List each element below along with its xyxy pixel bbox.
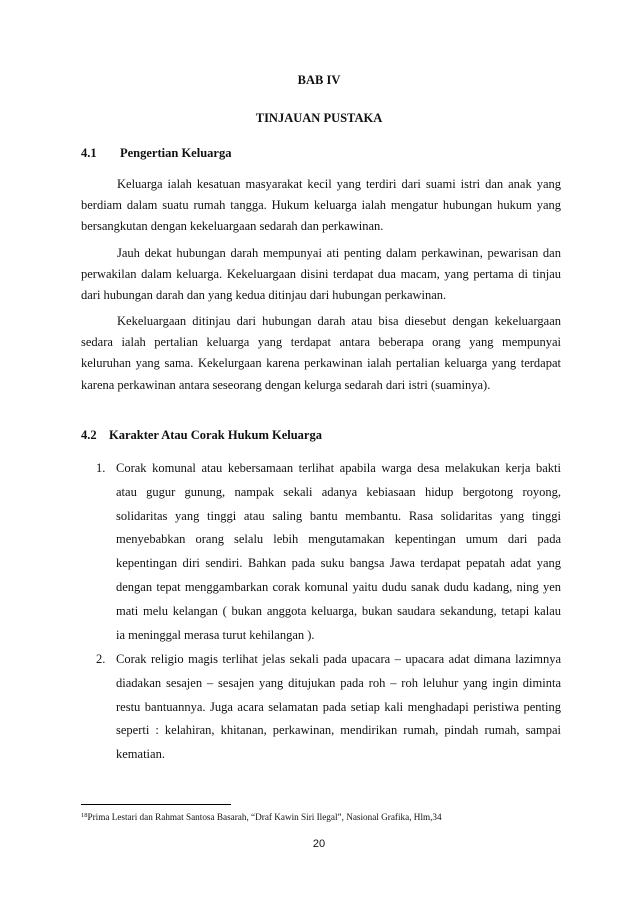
list-item-2: [96, 648, 561, 767]
section-title: Pengertian Keluarga: [120, 146, 232, 160]
paragraph-line: bersangkutan dengan kekeluargaan sedarah dan perkawinan.: [81, 219, 384, 234]
paragraph-line: perwakilan dalam keluarga. Kekeluargaan disini terdapat dua macam, yang pertama di tinjau: [81, 267, 561, 282]
list-line: restu bantuannya. Juga acara selamatan pada setiap kali menghadapi peristiwa penting: [116, 699, 561, 714]
list-line: solidaritas yang tinggi atau saling bantu membantu. Rasa solidaritas yang tinggi: [116, 508, 561, 523]
list-line: diadakan sesajen – sesajen yang ditujukan pada roh – roh leluhur yang ingin diminta: [116, 675, 561, 690]
footnote-number: 18: [81, 812, 88, 819]
paragraph-line: Jauh dekat hubungan darah mempunyai ati penting dalam perkawinan, pewarisan dan: [117, 246, 561, 260]
list-line: Corak religio magis terlihat jelas sekali pada upacara – upacara adat dimana lazimnya: [116, 652, 561, 666]
list-line: seperti : kelahiran, khitanan, perkawinan, mendirikan rumah, pindah rumah, sampai: [116, 723, 561, 738]
section-title: Karakter Atau Corak Hukum Keluarga: [109, 428, 322, 442]
list-marker: 2.: [96, 652, 106, 666]
list-line: menyebabkan orang selalu lebih mengutamakan kepentingan umum dari pada: [116, 532, 561, 547]
list-line: Corak komunal atau kebersamaan terlihat apabila warga desa melakukan kerja bakti: [116, 461, 561, 475]
section-number: 4.1: [81, 146, 97, 160]
paragraph-line: Keluarga ialah kesatuan masyarakat kecil yang terdiri dari suami istri dan anak yang: [117, 177, 561, 191]
paragraph-3: [81, 311, 561, 396]
list-line: ia meninggal merasa turut kehilangan ).: [116, 627, 315, 642]
section-heading-4-2: [81, 428, 322, 443]
paragraph-line: karena perkawinan antara seseorang dengan kelurga sedarah dari istri (suaminya).: [81, 377, 491, 392]
list-marker: 1.: [96, 461, 106, 475]
paragraph-2: [81, 243, 561, 307]
section-heading-4-1: [81, 146, 231, 161]
footnote-separator: [81, 804, 231, 805]
list-item-1: [96, 457, 561, 647]
page-number: 20: [312, 838, 326, 850]
footnote-text: Prima Lestari dan Rahmat Santosa Basarah, “Draf Kawin Siri Ilegal”, Nasional Grafika, Hlm,34: [87, 812, 442, 822]
list-line: kepentingan diri sendiri. Bahkan pada suku bangsa Jawa terdapat pepatah adat yang: [116, 556, 561, 571]
paragraph-1: [81, 174, 561, 238]
paragraph-line: sedara ialah pertalian keluarga yang terdapat antara beberapa orang yang mempunyai: [81, 335, 561, 350]
list-line: kematian.: [116, 747, 165, 762]
paragraph-line: berdiam dalam suatu rumah tangga. Hukum keluarga ialah mengatur hubungan hukum yang: [81, 198, 561, 213]
chapter-title: TINJAUAN PUSTAKA: [255, 111, 383, 125]
list-line: atau gugur gunung, nampak sekali adanya kebiasaan hidup bergotong royong,: [116, 484, 561, 499]
footnote: [81, 812, 442, 822]
paragraph-line: dari hubungan darah dan yang kedua ditinjau dari hubungan perkawinan.: [81, 288, 447, 303]
chapter-number: BAB IV: [297, 73, 341, 87]
section-number: 4.2: [81, 428, 97, 442]
paragraph-line: keluruhan yang sama. Kekelurgaan karena perkawinan ialah pertalian keluarga yang terdapat: [81, 356, 561, 371]
paragraph-line: Kekeluargaan ditinjau dari hubungan darah atau bisa diesebut dengan kekeluargaan: [117, 314, 561, 328]
list-line: dengan tepat menggambarkan corak komunal yaitu dudu sanak dudu kadang, ning yen: [116, 579, 561, 594]
list-line: mati melu kelangan ( bukan anggota keluarga, bukan saudara sekandung, tetapi kalau: [116, 603, 561, 618]
